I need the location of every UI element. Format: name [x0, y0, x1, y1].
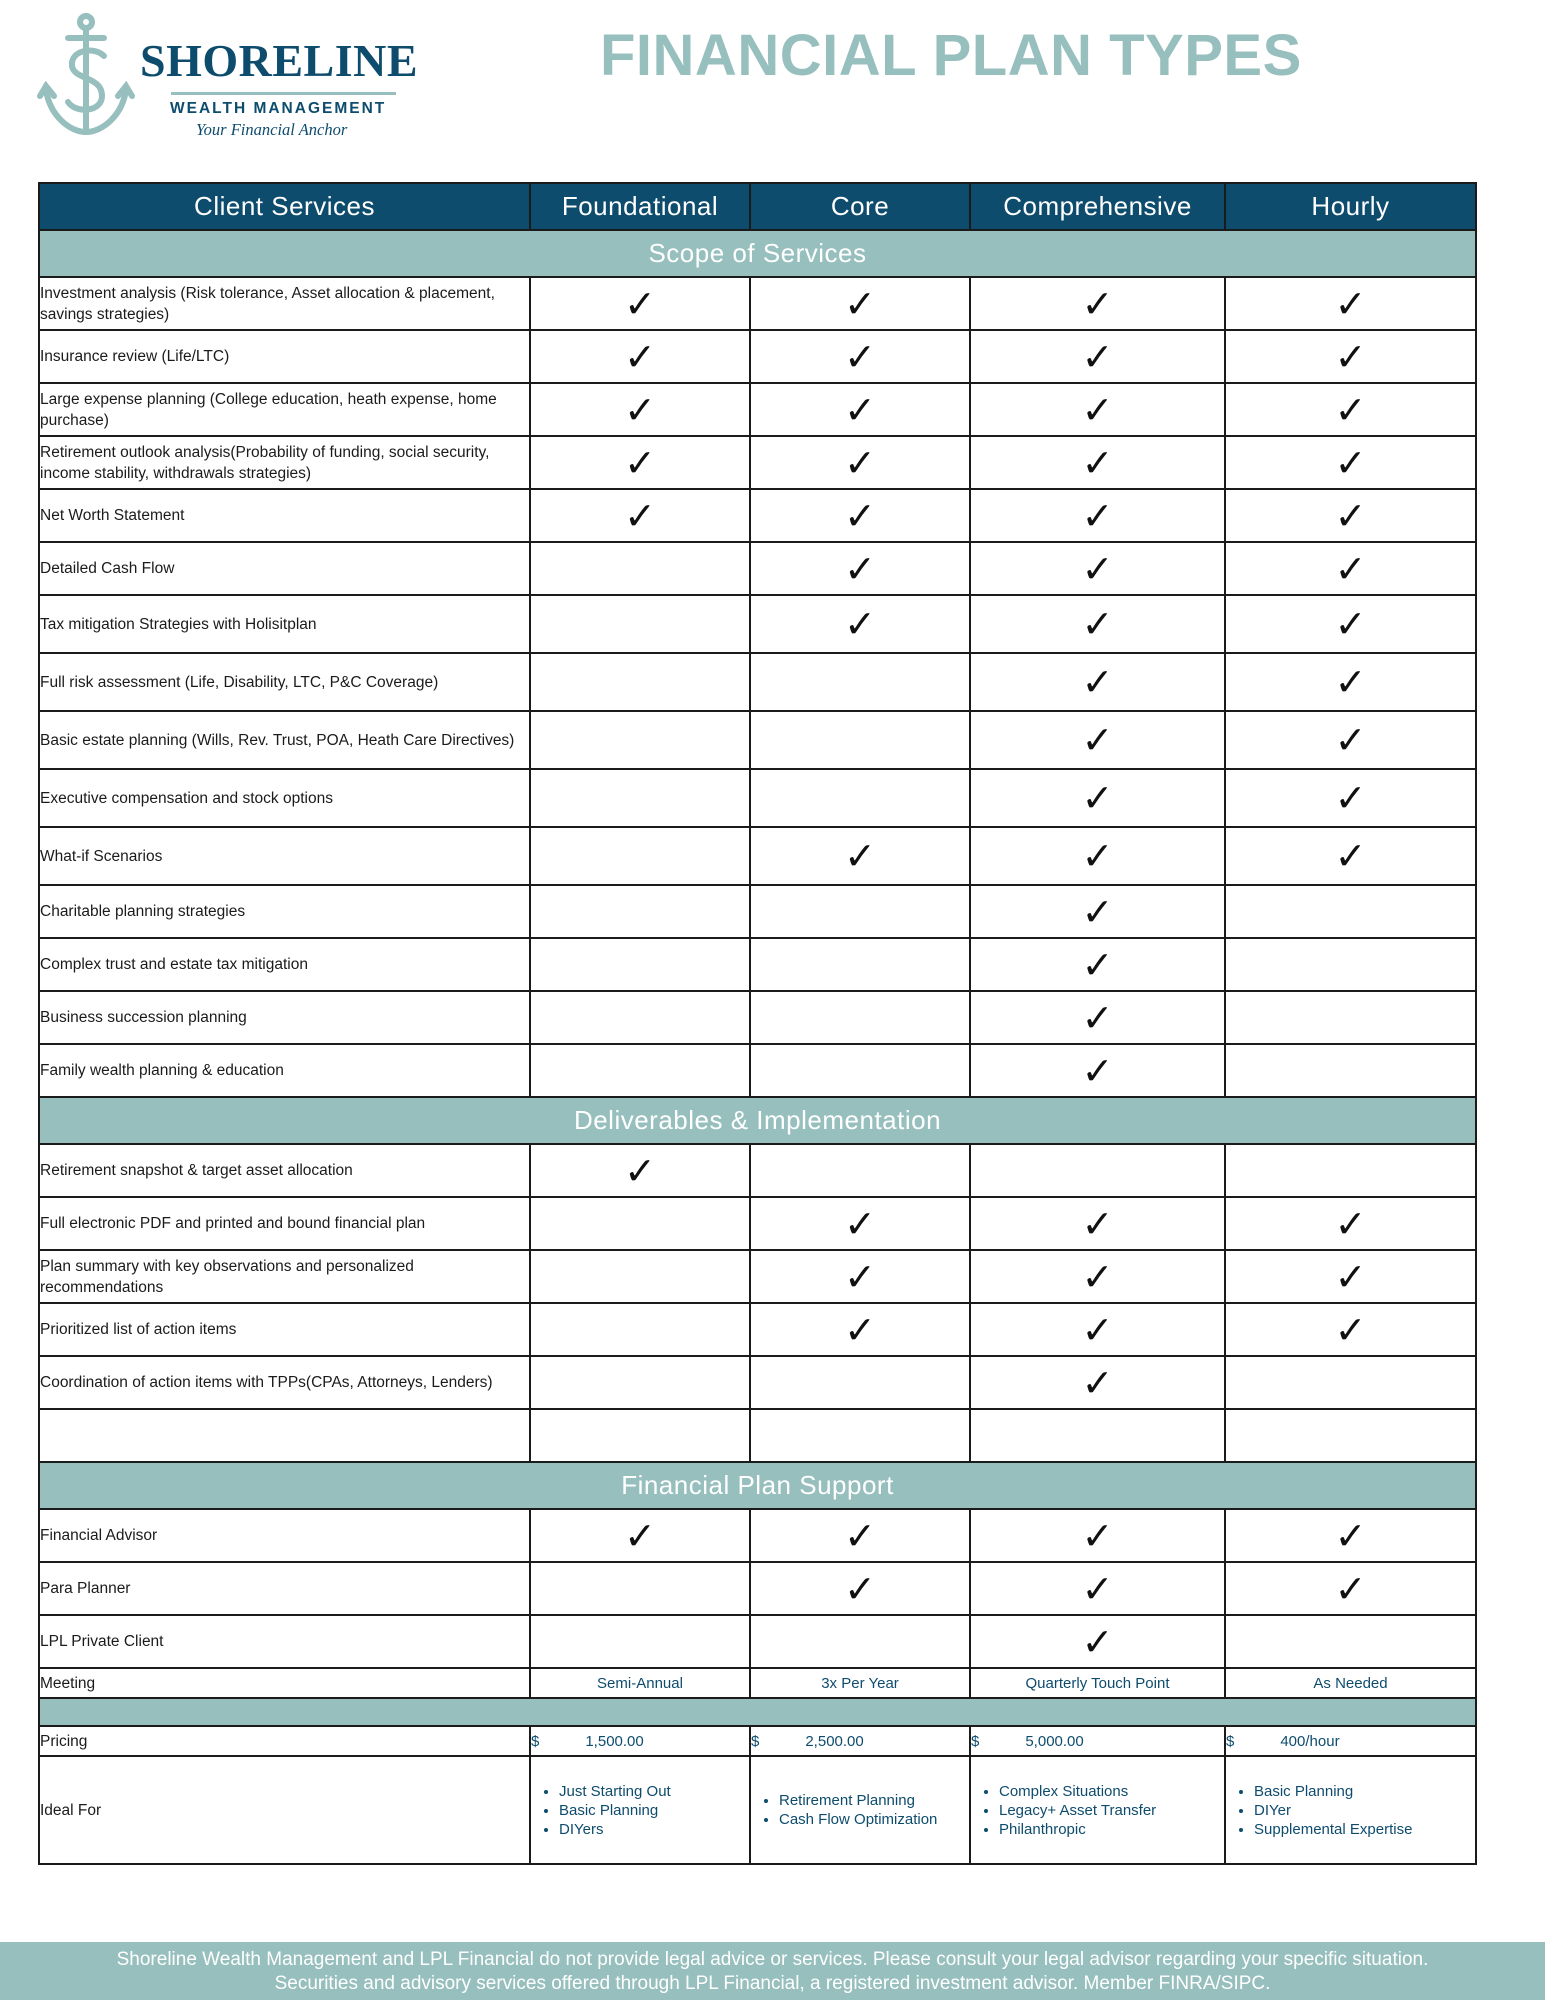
- checkmark-icon: ✓: [1081, 1201, 1114, 1246]
- cell-foundational: [530, 1144, 750, 1197]
- service-label: LPL Private Client: [39, 1615, 530, 1668]
- cell-hourly: [1225, 885, 1476, 938]
- checkmark-icon: ✓: [624, 440, 656, 485]
- cell-hourly: [1225, 330, 1476, 383]
- list-item: • Retirement Planning: [779, 1791, 969, 1810]
- ideal-for-row: [39, 1756, 1476, 1864]
- checkmark-icon: ✓: [844, 440, 876, 485]
- currency-symbol: $: [971, 1732, 980, 1750]
- checkmark-icon: ✓: [1081, 1048, 1114, 1093]
- checkmark-icon: ✓: [1081, 889, 1114, 934]
- checkmark-icon: ✓: [1334, 387, 1367, 432]
- meeting-hourly: As Needed: [1225, 1668, 1476, 1698]
- checkmark-icon: ✓: [1081, 1619, 1114, 1664]
- checkmark-icon: ✓: [844, 1254, 876, 1299]
- cell-core: [750, 1250, 970, 1303]
- header-row: [39, 183, 1476, 230]
- spacer-band-cell: [39, 1698, 1476, 1726]
- table-row: [39, 1615, 1476, 1668]
- checkmark-icon: ✓: [1081, 334, 1114, 379]
- cell-foundational: [530, 542, 750, 595]
- table-row: [39, 885, 1476, 938]
- cell-foundational: [530, 436, 750, 489]
- checkmark-icon: ✓: [624, 387, 656, 432]
- brand-tagline: Your Financial Anchor: [196, 120, 348, 139]
- list-item: • Philanthropic: [999, 1820, 1224, 1839]
- service-label: Insurance review (Life/LTC): [39, 330, 530, 383]
- checkmark-icon: ✓: [1334, 1307, 1367, 1352]
- cell-foundational: [530, 991, 750, 1044]
- cell-comprehensive: [970, 489, 1225, 542]
- col-header-foundational: Foundational: [530, 183, 750, 230]
- cell-hourly: [1225, 542, 1476, 595]
- cell-core: [750, 277, 970, 330]
- cell-comprehensive: [970, 938, 1225, 991]
- list-item: • Basic Planning: [1254, 1782, 1475, 1801]
- disclaimer-line-1: Shoreline Wealth Management and LPL Financial do not provide legal advice or services. Please consult your legal advisor regarding your specific situation.: [116, 1949, 1429, 1970]
- service-label: What-if Scenarios: [39, 827, 530, 885]
- cell-core: [750, 1615, 970, 1668]
- service-label: Retirement snapshot & target asset allocation: [39, 1144, 530, 1197]
- cell-foundational: [530, 1197, 750, 1250]
- pricing-row: [39, 1726, 1476, 1756]
- cell-hourly: [1225, 1197, 1476, 1250]
- meeting-comprehensive: Quarterly Touch Point: [970, 1668, 1225, 1698]
- anchor-icon: [36, 12, 136, 142]
- checkmark-icon: ✓: [1334, 440, 1367, 485]
- cell-hourly: [1225, 938, 1476, 991]
- list-item: • Cash Flow Optimization: [779, 1810, 969, 1829]
- checkmark-icon: ✓: [1334, 334, 1367, 379]
- checkmark-icon: ✓: [1081, 718, 1114, 762]
- cell-comprehensive: [970, 1144, 1225, 1197]
- checkmark-icon: ✓: [624, 493, 656, 538]
- cell-hourly: [1225, 1615, 1476, 1668]
- service-label: Tax mitigation Strategies with Holisitplan: [39, 595, 530, 653]
- meeting-foundational: Semi-Annual: [530, 1668, 750, 1698]
- checkmark-icon: ✓: [624, 1513, 656, 1558]
- brand-subtitle: WEALTH MANAGEMENT: [170, 100, 387, 117]
- service-label: Financial Advisor: [39, 1509, 530, 1562]
- ideal-for-list: [531, 1782, 749, 1839]
- checkmark-icon: ✓: [624, 334, 656, 379]
- checkmark-icon: ✓: [1334, 1566, 1367, 1611]
- checkmark-icon: ✓: [844, 387, 876, 432]
- list-item: • Complex Situations: [999, 1782, 1224, 1801]
- cell-core: [750, 489, 970, 542]
- ideal-for-list: [971, 1782, 1224, 1839]
- service-label: Business succession planning: [39, 991, 530, 1044]
- table-row: [39, 1044, 1476, 1097]
- price-amount: 5,000.00: [1025, 1732, 1084, 1750]
- price-amount: 1,500.00: [585, 1732, 644, 1750]
- cell-foundational: [530, 938, 750, 991]
- page-title: FINANCIAL PLAN TYPES: [600, 23, 1302, 88]
- cell-core: [750, 885, 970, 938]
- cell-comprehensive: [970, 383, 1225, 436]
- cell-core: [750, 330, 970, 383]
- cell-hourly: [1225, 595, 1476, 653]
- table-row: [39, 1409, 1476, 1462]
- checkmark-icon: ✓: [1334, 660, 1367, 704]
- cell-core: [750, 1509, 970, 1562]
- cell-hourly: [1225, 1303, 1476, 1356]
- disclaimer-line-2: Securities and advisory services offered through LPL Financial, a registered investment advisor. Member FINRA/SIPC.: [274, 1973, 1271, 1994]
- cell-core: [750, 711, 970, 769]
- cell-foundational: [530, 1044, 750, 1097]
- service-label: Full electronic PDF and printed and bound financial plan: [39, 1197, 530, 1250]
- cell-hourly: [1225, 991, 1476, 1044]
- cell-core: [750, 1303, 970, 1356]
- cell-hourly: [1225, 1250, 1476, 1303]
- cell-core: [750, 1044, 970, 1097]
- company-logo: [36, 12, 436, 142]
- cell-core: [750, 436, 970, 489]
- cell-comprehensive: [970, 711, 1225, 769]
- service-label: Retirement outlook analysis(Probability of funding, social security, income stability, withdrawals strategies): [39, 436, 530, 489]
- checkmark-icon: ✓: [1334, 602, 1367, 646]
- cell-foundational: [530, 1615, 750, 1668]
- table-row: [39, 1562, 1476, 1615]
- checkmark-icon: ✓: [844, 493, 876, 538]
- checkmark-icon: ✓: [1334, 776, 1367, 820]
- cell-core: [750, 595, 970, 653]
- service-label: Executive compensation and stock options: [39, 769, 530, 827]
- cell-core: [750, 769, 970, 827]
- cell-comprehensive: [970, 827, 1225, 885]
- checkmark-icon: ✓: [1081, 1254, 1114, 1299]
- cell-comprehensive: [970, 769, 1225, 827]
- cell-comprehensive: [970, 653, 1225, 711]
- checkmark-icon: ✓: [844, 546, 876, 591]
- cell-hourly: [1225, 1509, 1476, 1562]
- checkmark-icon: ✓: [844, 1513, 876, 1558]
- checkmark-icon: ✓: [1081, 440, 1114, 485]
- section-row: [39, 230, 1476, 277]
- cell-comprehensive: [970, 1615, 1225, 1668]
- brand-name: SHORELINE: [140, 35, 419, 86]
- cell-comprehensive: [970, 991, 1225, 1044]
- checkmark-icon: ✓: [1334, 718, 1367, 762]
- service-label: Large expense planning (College education, heath expense, home purchase): [39, 383, 530, 436]
- cell-foundational: [530, 383, 750, 436]
- section-title-support: Financial Plan Support: [39, 1462, 1476, 1509]
- plan-comparison-table: [38, 182, 1477, 1865]
- list-item: • DIYers: [559, 1820, 749, 1839]
- cell-hourly: [1225, 1044, 1476, 1097]
- table-row: [39, 938, 1476, 991]
- scope-section: [39, 230, 1476, 1097]
- cell-hourly: [1225, 711, 1476, 769]
- table-row: [39, 330, 1476, 383]
- checkmark-icon: ✓: [1081, 1307, 1114, 1352]
- currency-symbol: $: [751, 1732, 760, 1750]
- checkmark-icon: ✓: [844, 334, 876, 379]
- service-label: Complex trust and estate tax mitigation: [39, 938, 530, 991]
- ideal-for-list: [751, 1791, 969, 1829]
- checkmark-icon: ✓: [844, 834, 876, 878]
- cell-comprehensive: [970, 1562, 1225, 1615]
- cell-foundational: [530, 277, 750, 330]
- cell-comprehensive: [970, 1044, 1225, 1097]
- checkmark-icon: ✓: [844, 602, 876, 646]
- spacer-band: [39, 1698, 1476, 1726]
- cell-foundational: [530, 1509, 750, 1562]
- table-row: [39, 489, 1476, 542]
- cell-hourly: [1225, 769, 1476, 827]
- cell-foundational: [530, 769, 750, 827]
- cell-foundational: [530, 1303, 750, 1356]
- cell-foundational: [530, 711, 750, 769]
- service-label: [39, 1409, 530, 1462]
- ideal-for-list: [1226, 1782, 1475, 1839]
- cell-foundational: [530, 653, 750, 711]
- service-label: Investment analysis (Risk tolerance, Asset allocation & placement, savings strategies): [39, 277, 530, 330]
- cell-comprehensive: [970, 436, 1225, 489]
- ideal-for-foundational: [530, 1756, 750, 1864]
- checkmark-icon: ✓: [844, 1307, 876, 1352]
- service-label: Coordination of action items with TPPs(CPAs, Attorneys, Lenders): [39, 1356, 530, 1409]
- cell-comprehensive: [970, 1409, 1225, 1462]
- cell-comprehensive: [970, 1356, 1225, 1409]
- col-header-client-services: Client Services: [39, 183, 530, 230]
- service-label: Para Planner: [39, 1562, 530, 1615]
- ideal-for-label: Ideal For: [39, 1756, 530, 1864]
- checkmark-icon: ✓: [844, 1566, 876, 1611]
- checkmark-icon: ✓: [844, 281, 876, 326]
- list-item: • Basic Planning: [559, 1801, 749, 1820]
- checkmark-icon: ✓: [1081, 387, 1114, 432]
- cell-core: [750, 827, 970, 885]
- table-row: [39, 1509, 1476, 1562]
- cell-comprehensive: [970, 595, 1225, 653]
- cell-hourly: [1225, 277, 1476, 330]
- cell-core: [750, 991, 970, 1044]
- disclaimer-footer: [0, 1942, 1545, 2000]
- checkmark-icon: ✓: [1334, 1201, 1367, 1246]
- section-title-scope: Scope of Services: [39, 230, 1476, 277]
- cell-foundational: [530, 885, 750, 938]
- checkmark-icon: ✓: [1334, 1254, 1367, 1299]
- service-label: Full risk assessment (Life, Disability, LTC, P&C Coverage): [39, 653, 530, 711]
- checkmark-icon: ✓: [624, 1148, 656, 1193]
- checkmark-icon: ✓: [1081, 660, 1114, 704]
- cell-comprehensive: [970, 1250, 1225, 1303]
- table-row: [39, 769, 1476, 827]
- checkmark-icon: ✓: [1081, 1513, 1114, 1558]
- table-row: [39, 1250, 1476, 1303]
- cell-comprehensive: [970, 1509, 1225, 1562]
- cell-hourly: [1225, 827, 1476, 885]
- checkmark-icon: ✓: [1081, 1360, 1114, 1405]
- service-label: Plan summary with key observations and personalized recommendations: [39, 1250, 530, 1303]
- cell-core: [750, 1197, 970, 1250]
- cell-comprehensive: [970, 1197, 1225, 1250]
- checkmark-icon: ✓: [1081, 1566, 1114, 1611]
- section-title-deliverables: Deliverables & Implementation: [39, 1097, 1476, 1144]
- cell-comprehensive: [970, 330, 1225, 383]
- table-row: [39, 436, 1476, 489]
- col-header-core: Core: [750, 183, 970, 230]
- currency-symbol: $: [531, 1732, 540, 1750]
- ideal-for-hourly: [1225, 1756, 1476, 1864]
- checkmark-icon: ✓: [1081, 546, 1114, 591]
- checkmark-icon: ✓: [1081, 995, 1114, 1040]
- meeting-label: Meeting: [39, 1668, 530, 1698]
- cell-hourly: [1225, 436, 1476, 489]
- cell-hourly: [1225, 1409, 1476, 1462]
- col-header-comprehensive: Comprehensive: [970, 183, 1225, 230]
- checkmark-icon: ✓: [1081, 602, 1114, 646]
- cell-foundational: [530, 1356, 750, 1409]
- cell-core: [750, 542, 970, 595]
- table-row: [39, 542, 1476, 595]
- price-comprehensive: [970, 1726, 1225, 1756]
- ideal-for-core: [750, 1756, 970, 1864]
- service-label: Net Worth Statement: [39, 489, 530, 542]
- table-row: [39, 1356, 1476, 1409]
- list-item: • Just Starting Out: [559, 1782, 749, 1801]
- service-label: Basic estate planning (Wills, Rev. Trust, POA, Heath Care Directives): [39, 711, 530, 769]
- cell-hourly: [1225, 1144, 1476, 1197]
- cell-core: [750, 653, 970, 711]
- checkmark-icon: ✓: [1334, 493, 1367, 538]
- table-row: [39, 653, 1476, 711]
- cell-core: [750, 1144, 970, 1197]
- cell-comprehensive: [970, 542, 1225, 595]
- cell-hourly: [1225, 383, 1476, 436]
- table-row: [39, 827, 1476, 885]
- deliverables-section: [39, 1097, 1476, 1462]
- table-row: [39, 1144, 1476, 1197]
- currency-symbol: $: [1226, 1732, 1235, 1750]
- section-row: [39, 1462, 1476, 1509]
- cell-core: [750, 1356, 970, 1409]
- cell-foundational: [530, 330, 750, 383]
- checkmark-icon: ✓: [844, 1201, 876, 1246]
- service-label: Detailed Cash Flow: [39, 542, 530, 595]
- checkmark-icon: ✓: [1081, 834, 1114, 878]
- checkmark-icon: ✓: [1334, 546, 1367, 591]
- price-hourly: [1225, 1726, 1476, 1756]
- cell-foundational: [530, 489, 750, 542]
- meeting-core: 3x Per Year: [750, 1668, 970, 1698]
- cell-foundational: [530, 1250, 750, 1303]
- checkmark-icon: ✓: [1081, 281, 1114, 326]
- support-section: [39, 1462, 1476, 1668]
- checkmark-icon: ✓: [1334, 281, 1367, 326]
- checkmark-icon: ✓: [1081, 493, 1114, 538]
- cell-comprehensive: [970, 277, 1225, 330]
- service-label: Family wealth planning & education: [39, 1044, 530, 1097]
- checkmark-icon: ✓: [624, 281, 656, 326]
- checkmark-icon: ✓: [1334, 834, 1367, 878]
- cell-foundational: [530, 1562, 750, 1615]
- cell-hourly: [1225, 1562, 1476, 1615]
- brand-rule: [171, 92, 396, 95]
- table-row: [39, 595, 1476, 653]
- service-label: Prioritized list of action items: [39, 1303, 530, 1356]
- checkmark-icon: ✓: [1081, 942, 1114, 987]
- cell-comprehensive: [970, 1303, 1225, 1356]
- summary-section: [39, 1668, 1476, 1864]
- list-item: • Legacy+ Asset Transfer: [999, 1801, 1224, 1820]
- table-row: [39, 1303, 1476, 1356]
- cell-comprehensive: [970, 885, 1225, 938]
- price-amount: 2,500.00: [805, 1732, 864, 1750]
- cell-core: [750, 383, 970, 436]
- cell-hourly: [1225, 1356, 1476, 1409]
- cell-hourly: [1225, 489, 1476, 542]
- table-row: [39, 711, 1476, 769]
- section-row: [39, 1097, 1476, 1144]
- checkmark-icon: ✓: [1081, 776, 1114, 820]
- price-amount: 400/hour: [1280, 1732, 1340, 1750]
- list-item: • Supplemental Expertise: [1254, 1820, 1475, 1839]
- cell-hourly: [1225, 653, 1476, 711]
- table-row: [39, 277, 1476, 330]
- cell-foundational: [530, 827, 750, 885]
- table-row: [39, 1197, 1476, 1250]
- meeting-row: [39, 1668, 1476, 1698]
- cell-core: [750, 1409, 970, 1462]
- checkmark-icon: ✓: [1334, 1513, 1367, 1558]
- list-item: • DIYer: [1254, 1801, 1475, 1820]
- table-row: [39, 991, 1476, 1044]
- pricing-label: Pricing: [39, 1726, 530, 1756]
- service-label: Charitable planning strategies: [39, 885, 530, 938]
- ideal-for-comprehensive: [970, 1756, 1225, 1864]
- table-row: [39, 383, 1476, 436]
- price-foundational: [530, 1726, 750, 1756]
- cell-core: [750, 1562, 970, 1615]
- cell-foundational: [530, 595, 750, 653]
- cell-foundational: [530, 1409, 750, 1462]
- price-core: [750, 1726, 970, 1756]
- cell-core: [750, 938, 970, 991]
- col-header-hourly: Hourly: [1225, 183, 1476, 230]
